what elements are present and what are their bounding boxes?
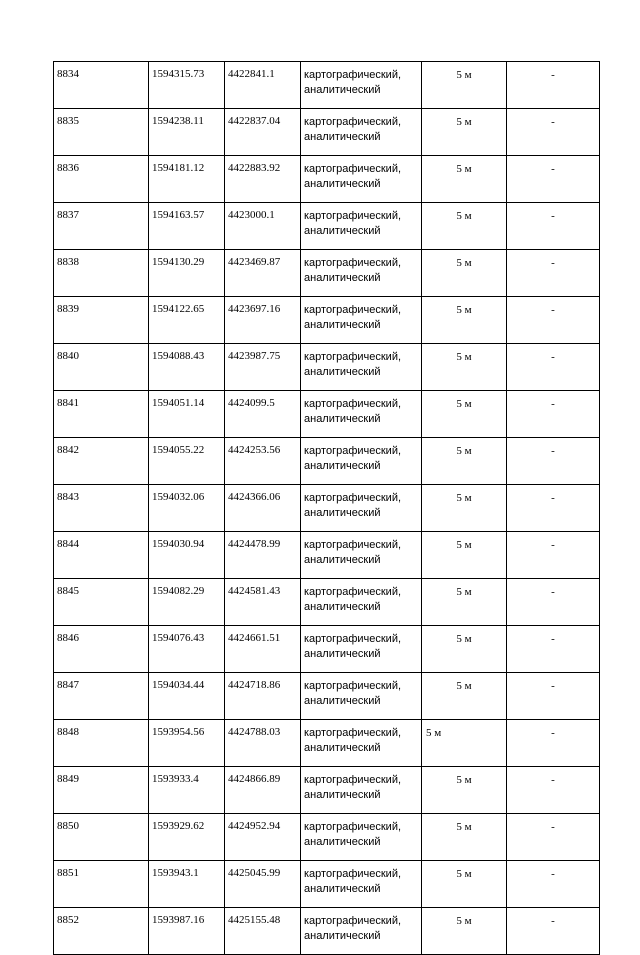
point-number-cell: 8836: [54, 156, 149, 203]
method-line-1: картографический,: [304, 727, 402, 739]
point-number-cell: 8838: [54, 250, 149, 297]
table-body: [54, 62, 600, 955]
y-coordinate-cell: 4424099.5: [225, 391, 301, 438]
accuracy-cell: 5 м: [422, 297, 507, 344]
table-row: [54, 297, 600, 344]
method-cell: [301, 579, 422, 626]
note-cell: -: [507, 391, 600, 438]
x-coordinate-cell: 1594088.43: [149, 344, 225, 391]
note-cell: -: [507, 767, 600, 814]
point-number-cell: 8848: [54, 720, 149, 767]
y-coordinate-cell: 4423987.75: [225, 344, 301, 391]
method-cell: [301, 391, 422, 438]
table-row: [54, 720, 600, 767]
method-line-1: картографический,: [304, 868, 402, 880]
accuracy-cell: 5 м: [422, 814, 507, 861]
accuracy-cell: 5 м: [422, 767, 507, 814]
method-line-2: аналитический: [304, 648, 381, 660]
method-line-1: картографический,: [304, 680, 402, 692]
method-cell: [301, 297, 422, 344]
table-row: [54, 673, 600, 720]
method-cell: [301, 485, 422, 532]
method-line-1: картографический,: [304, 398, 402, 410]
method-line-2: аналитический: [304, 178, 381, 190]
method-cell: [301, 156, 422, 203]
note-cell: -: [507, 109, 600, 156]
table-row: [54, 109, 600, 156]
method-cell: [301, 109, 422, 156]
method-line-2: аналитический: [304, 272, 381, 284]
accuracy-cell: 5 м: [422, 673, 507, 720]
table-row: [54, 391, 600, 438]
note-cell: -: [507, 250, 600, 297]
accuracy-cell: 5 м: [422, 109, 507, 156]
point-number-cell: 8847: [54, 673, 149, 720]
accuracy-cell: 5 м: [422, 485, 507, 532]
table-row: [54, 908, 600, 955]
note-cell: -: [507, 673, 600, 720]
method-line-2: аналитический: [304, 789, 381, 801]
note-cell: -: [507, 626, 600, 673]
table-row: [54, 626, 600, 673]
accuracy-cell: 5 м: [422, 579, 507, 626]
x-coordinate-cell: 1594130.29: [149, 250, 225, 297]
method-line-2: аналитический: [304, 413, 381, 425]
method-line-2: аналитический: [304, 225, 381, 237]
point-number-cell: 8850: [54, 814, 149, 861]
method-line-1: картографический,: [304, 915, 402, 927]
accuracy-cell: 5 м: [422, 720, 507, 767]
method-cell: [301, 767, 422, 814]
point-number-cell: 8844: [54, 532, 149, 579]
table-row: [54, 861, 600, 908]
method-line-1: картографический,: [304, 492, 402, 504]
accuracy-cell: 5 м: [422, 250, 507, 297]
y-coordinate-cell: 4423697.16: [225, 297, 301, 344]
table-row: [54, 156, 600, 203]
note-cell: -: [507, 438, 600, 485]
point-number-cell: 8837: [54, 203, 149, 250]
accuracy-cell: 5 м: [422, 156, 507, 203]
method-cell: [301, 203, 422, 250]
table-row: [54, 814, 600, 861]
note-cell: -: [507, 62, 600, 109]
method-line-2: аналитический: [304, 883, 381, 895]
point-number-cell: 8852: [54, 908, 149, 955]
point-number-cell: 8842: [54, 438, 149, 485]
method-line-1: картографический,: [304, 69, 402, 81]
x-coordinate-cell: 1594181.12: [149, 156, 225, 203]
accuracy-cell: 5 м: [422, 438, 507, 485]
method-line-2: аналитический: [304, 836, 381, 848]
y-coordinate-cell: 4422841.1: [225, 62, 301, 109]
table-row: [54, 62, 600, 109]
x-coordinate-cell: 1593954.56: [149, 720, 225, 767]
point-number-cell: 8834: [54, 62, 149, 109]
x-coordinate-cell: 1594076.43: [149, 626, 225, 673]
method-line-1: картографический,: [304, 821, 402, 833]
note-cell: -: [507, 814, 600, 861]
method-line-1: картографический,: [304, 116, 402, 128]
method-line-1: картографический,: [304, 539, 402, 551]
note-cell: -: [507, 908, 600, 955]
note-cell: -: [507, 485, 600, 532]
point-number-cell: 8843: [54, 485, 149, 532]
point-number-cell: 8846: [54, 626, 149, 673]
method-line-1: картографический,: [304, 586, 402, 598]
method-line-2: аналитический: [304, 601, 381, 613]
method-line-2: аналитический: [304, 84, 381, 96]
method-cell: [301, 438, 422, 485]
method-line-1: картографический,: [304, 210, 402, 222]
x-coordinate-cell: 1594122.65: [149, 297, 225, 344]
method-cell: [301, 532, 422, 579]
method-line-2: аналитический: [304, 131, 381, 143]
method-cell: [301, 62, 422, 109]
method-cell: [301, 908, 422, 955]
y-coordinate-cell: 4424788.03: [225, 720, 301, 767]
point-number-cell: 8840: [54, 344, 149, 391]
x-coordinate-cell: 1594055.22: [149, 438, 225, 485]
method-line-1: картографический,: [304, 257, 402, 269]
y-coordinate-cell: 4423469.87: [225, 250, 301, 297]
accuracy-cell: 5 м: [422, 908, 507, 955]
method-line-2: аналитический: [304, 554, 381, 566]
method-cell: [301, 626, 422, 673]
table-row: [54, 767, 600, 814]
method-cell: [301, 344, 422, 391]
method-line-2: аналитический: [304, 695, 381, 707]
x-coordinate-cell: 1593933.4: [149, 767, 225, 814]
method-line-1: картографический,: [304, 351, 402, 363]
x-coordinate-cell: 1594163.57: [149, 203, 225, 250]
accuracy-cell: 5 м: [422, 626, 507, 673]
method-line-2: аналитический: [304, 319, 381, 331]
y-coordinate-cell: 4424866.89: [225, 767, 301, 814]
y-coordinate-cell: 4425045.99: [225, 861, 301, 908]
y-coordinate-cell: 4424718.86: [225, 673, 301, 720]
point-number-cell: 8841: [54, 391, 149, 438]
point-number-cell: 8851: [54, 861, 149, 908]
table-row: [54, 485, 600, 532]
accuracy-cell: 5 м: [422, 344, 507, 391]
accuracy-cell: 5 м: [422, 532, 507, 579]
note-cell: -: [507, 861, 600, 908]
coordinates-table: [53, 61, 600, 955]
accuracy-cell: 5 м: [422, 861, 507, 908]
method-line-2: аналитический: [304, 507, 381, 519]
method-cell: [301, 720, 422, 767]
method-line-1: картографический,: [304, 445, 402, 457]
x-coordinate-cell: 1594034.44: [149, 673, 225, 720]
accuracy-cell: 5 м: [422, 391, 507, 438]
method-line-2: аналитический: [304, 366, 381, 378]
y-coordinate-cell: 4424478.99: [225, 532, 301, 579]
y-coordinate-cell: 4424661.51: [225, 626, 301, 673]
y-coordinate-cell: 4424253.56: [225, 438, 301, 485]
table-row: [54, 203, 600, 250]
note-cell: -: [507, 532, 600, 579]
y-coordinate-cell: 4422883.92: [225, 156, 301, 203]
accuracy-cell: 5 м: [422, 62, 507, 109]
point-number-cell: 8839: [54, 297, 149, 344]
y-coordinate-cell: 4424581.43: [225, 579, 301, 626]
x-coordinate-cell: 1594030.94: [149, 532, 225, 579]
method-cell: [301, 673, 422, 720]
x-coordinate-cell: 1593987.16: [149, 908, 225, 955]
method-cell: [301, 861, 422, 908]
method-cell: [301, 814, 422, 861]
y-coordinate-cell: 4422837.04: [225, 109, 301, 156]
point-number-cell: 8835: [54, 109, 149, 156]
note-cell: -: [507, 203, 600, 250]
method-line-2: аналитический: [304, 742, 381, 754]
accuracy-cell: 5 м: [422, 203, 507, 250]
table-row: [54, 532, 600, 579]
x-coordinate-cell: 1594082.29: [149, 579, 225, 626]
x-coordinate-cell: 1594051.14: [149, 391, 225, 438]
method-line-1: картографический,: [304, 774, 402, 786]
note-cell: -: [507, 579, 600, 626]
method-line-1: картографический,: [304, 633, 402, 645]
note-cell: -: [507, 297, 600, 344]
x-coordinate-cell: 1594315.73: [149, 62, 225, 109]
table-row: [54, 344, 600, 391]
point-number-cell: 8845: [54, 579, 149, 626]
y-coordinate-cell: 4423000.1: [225, 203, 301, 250]
x-coordinate-cell: 1593929.62: [149, 814, 225, 861]
note-cell: -: [507, 344, 600, 391]
table-row: [54, 579, 600, 626]
note-cell: -: [507, 720, 600, 767]
table-row: [54, 438, 600, 485]
method-line-2: аналитический: [304, 930, 381, 942]
note-cell: -: [507, 156, 600, 203]
point-number-cell: 8849: [54, 767, 149, 814]
x-coordinate-cell: 1593943.1: [149, 861, 225, 908]
y-coordinate-cell: 4425155.48: [225, 908, 301, 955]
table-row: [54, 250, 600, 297]
y-coordinate-cell: 4424952.94: [225, 814, 301, 861]
x-coordinate-cell: 1594238.11: [149, 109, 225, 156]
method-cell: [301, 250, 422, 297]
method-line-1: картографический,: [304, 304, 402, 316]
x-coordinate-cell: 1594032.06: [149, 485, 225, 532]
y-coordinate-cell: 4424366.06: [225, 485, 301, 532]
method-line-1: картографический,: [304, 163, 402, 175]
method-line-2: аналитический: [304, 460, 381, 472]
